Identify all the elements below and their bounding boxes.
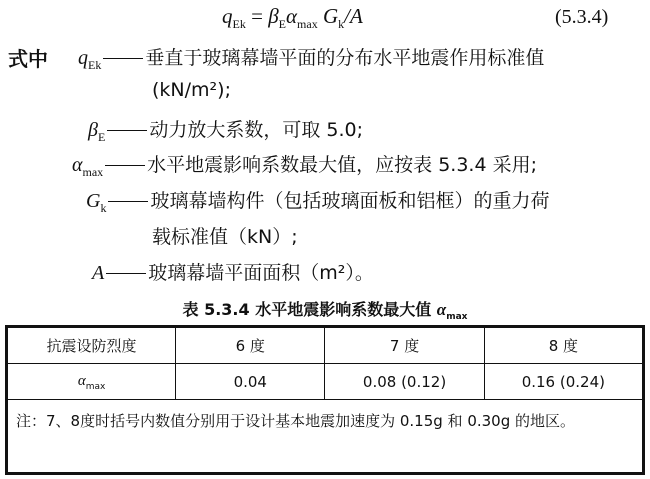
table-note: 注：7、8度时括号内数值分别用于设计基本地震加速度为 0.15g 和 0.30g 的地区。 bbox=[7, 400, 644, 474]
formula-equals: = bbox=[251, 4, 263, 28]
table-row-label: $\alpha_{max}$ bbox=[7, 364, 176, 400]
formula-5-3-4 bbox=[222, 4, 363, 32]
formula-beta: β bbox=[268, 4, 279, 28]
def-symbol: $G_k$ bbox=[86, 190, 107, 215]
seismic-coefficient-table bbox=[5, 325, 645, 475]
def-symbol: A bbox=[92, 262, 105, 284]
formula-g-sub: k bbox=[338, 17, 345, 32]
def-text: 载标准值（kN）; bbox=[152, 226, 298, 248]
definition-alpha-max bbox=[72, 150, 537, 180]
def-dash bbox=[107, 130, 147, 131]
def-text: 玻璃幕墙平面面积（m²）。 bbox=[148, 262, 374, 284]
table-title bbox=[0, 297, 650, 322]
definition-g-k bbox=[86, 186, 549, 216]
table-cell: 0.16 (0.24) bbox=[484, 364, 643, 400]
table-title-symbol: α bbox=[436, 300, 447, 319]
table-header-cell: 6 度 bbox=[176, 327, 325, 364]
formula-beta-sub: E bbox=[278, 17, 286, 32]
def-symbol: $q_{Ek}$ bbox=[78, 47, 102, 72]
def-text: 玻璃幕墙构件（包括玻璃面板和铝框）的重力荷 bbox=[150, 190, 550, 212]
definition-g-k-cont bbox=[152, 222, 298, 249]
definition-q-ek-unit bbox=[152, 79, 231, 101]
table-row bbox=[7, 364, 644, 400]
table-cell: 0.04 bbox=[176, 364, 325, 400]
def-text: (kN/m²); bbox=[152, 79, 231, 101]
formula-g: G bbox=[322, 4, 339, 28]
definition-beta-e bbox=[88, 115, 363, 145]
def-dash bbox=[103, 58, 143, 59]
formula-q-sub: Ek bbox=[232, 17, 246, 32]
table-note-row bbox=[7, 400, 644, 474]
def-text: 水平地震影响系数最大值，应按表 5.3.4 采用; bbox=[147, 154, 537, 176]
equation-number: (5.3.4) bbox=[555, 6, 609, 28]
def-symbol: $\alpha_{max}$ bbox=[72, 154, 104, 179]
table-title-text: 表 5.3.4 水平地震影响系数最大值 bbox=[182, 300, 437, 319]
table-header-cell: 8 度 bbox=[484, 327, 643, 364]
table-header-cell: 抗震设防烈度 bbox=[7, 327, 176, 364]
def-symbol: $\beta_E$ bbox=[88, 119, 106, 144]
label-shizhong: 式中 bbox=[8, 47, 48, 71]
definition-a bbox=[92, 258, 374, 285]
table-header-row bbox=[7, 327, 644, 364]
def-text: 垂直于玻璃幕墙平面的分布水平地震作用标准值 bbox=[145, 47, 545, 69]
formula-q: q bbox=[222, 4, 233, 28]
formula-row bbox=[0, 4, 650, 32]
def-dash bbox=[105, 165, 145, 166]
def-text: 动力放大系数，可取 5.0; bbox=[149, 119, 363, 141]
definition-q-ek bbox=[78, 43, 544, 73]
def-dash bbox=[108, 201, 148, 202]
table-title-sub: max bbox=[446, 312, 468, 323]
formula-alpha-sub: max bbox=[297, 17, 318, 32]
formula-alpha: α bbox=[286, 4, 298, 28]
table-cell: 0.08 (0.12) bbox=[325, 364, 484, 400]
formula-slash-a: /A bbox=[344, 4, 363, 28]
def-dash bbox=[106, 273, 146, 274]
table-header-cell: 7 度 bbox=[325, 327, 484, 364]
